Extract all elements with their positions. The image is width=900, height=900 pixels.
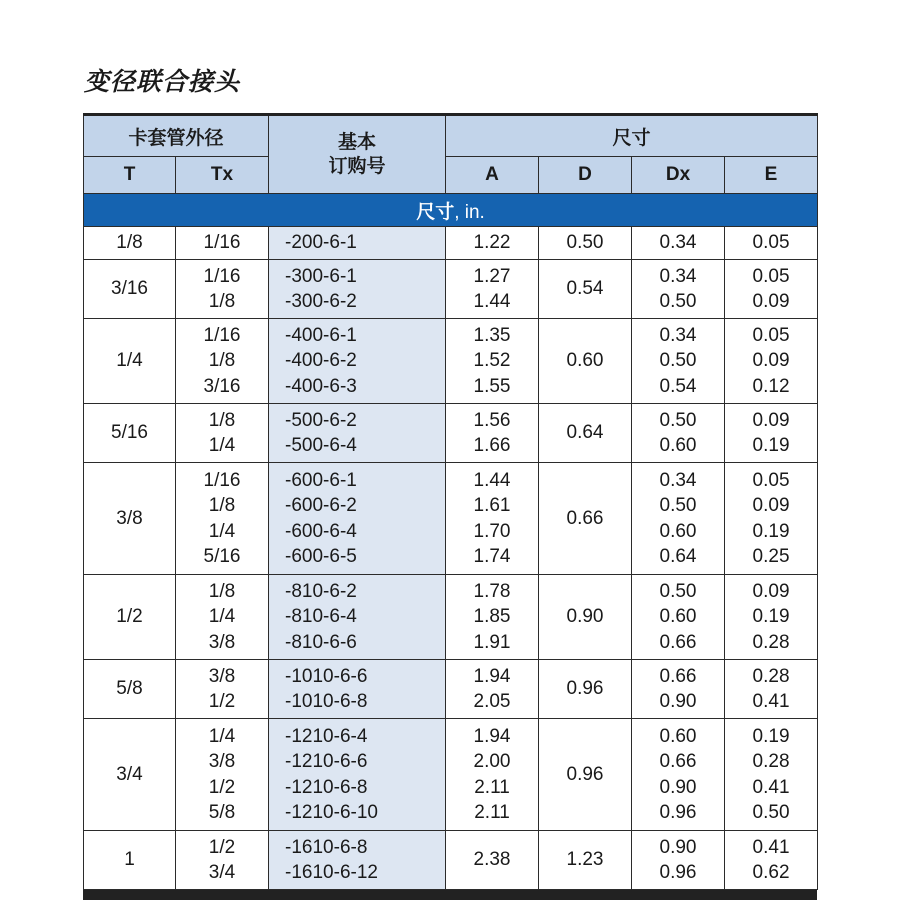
cell-T: 5/8 xyxy=(84,660,176,719)
cell-Tx-value: 1/4 xyxy=(208,435,236,456)
cell-Dx-value: 0.60 xyxy=(659,725,697,747)
cell-A-value: 2.11 xyxy=(474,776,510,798)
cell-A xyxy=(446,719,539,831)
cell-Dx-value: 0.34 xyxy=(659,265,697,287)
cell-E-value: 0.19 xyxy=(752,520,790,542)
cell-Tx-value: 1/4 xyxy=(208,606,236,628)
cell-Dx xyxy=(632,404,725,463)
header-order-line: 基本 xyxy=(338,131,377,153)
cell-A-value: 1.61 xyxy=(473,495,511,516)
cell-Dx-value: 0.50 xyxy=(659,291,697,312)
cell-order-number-value: -600-6-2 xyxy=(285,495,357,516)
cell-Dx-value: 0.50 xyxy=(659,350,697,372)
cell-A-value: 1.56 xyxy=(473,409,511,431)
cell-A xyxy=(446,660,539,719)
cell-A-value: 2.38 xyxy=(473,849,511,871)
cell-E-value: 0.09 xyxy=(752,350,790,372)
cell-E-value: 0.41 xyxy=(752,691,790,712)
cell-Dx-value: 0.66 xyxy=(659,631,697,653)
cell-Dx-value: 0.60 xyxy=(659,520,697,542)
cell-Tx-value: 3/8 xyxy=(208,631,236,653)
cell-order-number-value: -400-6-1 xyxy=(285,324,357,346)
cell-E-value: 0.50 xyxy=(752,802,790,823)
table-row xyxy=(84,319,818,404)
cell-E-value: 0.41 xyxy=(752,776,790,798)
cell-Tx xyxy=(176,719,269,831)
table-row xyxy=(84,575,818,660)
cell-D: 1.23 xyxy=(539,831,632,890)
cell-order-number-value: -400-6-3 xyxy=(285,375,357,397)
header-order-line: 订购号 xyxy=(328,155,386,177)
cell-order-number-value: -600-6-5 xyxy=(285,546,357,567)
cell-A-value: 1.94 xyxy=(473,665,511,687)
cell-A-value: 2.05 xyxy=(473,691,511,712)
cell-order-number xyxy=(269,319,446,404)
cell-order-number-value: -600-6-1 xyxy=(285,469,357,491)
header-col-Tx: Tx xyxy=(176,157,269,194)
cell-E-value: 0.19 xyxy=(752,435,790,456)
cell-order-number-value: -200-6-1 xyxy=(285,232,357,254)
cell-Dx-value: 0.66 xyxy=(659,665,697,687)
cell-E-value: 0.12 xyxy=(752,375,790,397)
cell-Dx-value: 0.64 xyxy=(659,546,697,567)
cell-order-number xyxy=(269,404,446,463)
cell-order-number-value: -1210-6-8 xyxy=(285,776,368,798)
cell-A xyxy=(446,404,539,463)
cell-A xyxy=(446,227,539,260)
cell-E-value: 0.41 xyxy=(752,836,790,858)
cell-Dx xyxy=(632,575,725,660)
cell-T: 1/8 xyxy=(84,227,176,260)
cell-A-value: 1.66 xyxy=(473,435,511,456)
header-order-number xyxy=(269,115,446,194)
cell-A-value: 1.74 xyxy=(473,546,511,567)
cell-Tx-value: 1/2 xyxy=(208,836,236,858)
cell-Tx xyxy=(176,575,269,660)
cell-E xyxy=(725,575,818,660)
cell-D: 0.96 xyxy=(539,660,632,719)
cell-Dx xyxy=(632,463,725,575)
cell-Tx-value: 1/8 xyxy=(208,495,236,516)
cell-Tx-value: 1/16 xyxy=(203,469,241,491)
cell-Dx-value: 0.60 xyxy=(659,606,697,628)
page-title: 变径联合接头 xyxy=(84,68,241,96)
header-col-Dx: Dx xyxy=(632,157,725,194)
cell-T: 5/16 xyxy=(84,404,176,463)
cell-Tx-value: 1/8 xyxy=(208,409,236,431)
cell-Tx xyxy=(176,831,269,890)
cell-order-number xyxy=(269,831,446,890)
cell-Tx-value: 3/8 xyxy=(208,751,236,772)
cell-Dx-value: 0.34 xyxy=(659,469,697,491)
cell-order-number-value: -810-6-2 xyxy=(285,580,357,602)
table-row xyxy=(84,404,818,463)
cell-A-value: 2.00 xyxy=(473,751,511,772)
cell-order-number xyxy=(269,719,446,831)
cell-Tx-value: 1/8 xyxy=(208,350,236,372)
cell-E-value: 0.28 xyxy=(752,665,790,687)
cell-A-value: 1.44 xyxy=(473,469,511,491)
cell-E-value: 0.09 xyxy=(752,409,790,431)
cell-Tx-value: 1/16 xyxy=(203,324,241,346)
table-row xyxy=(84,719,818,831)
cell-Tx-value: 5/8 xyxy=(208,802,236,823)
cell-E xyxy=(725,463,818,575)
cell-A xyxy=(446,831,539,890)
cell-D: 0.60 xyxy=(539,319,632,404)
cell-order-number xyxy=(269,260,446,319)
cell-A xyxy=(446,463,539,575)
cell-Tx xyxy=(176,227,269,260)
cell-E xyxy=(725,260,818,319)
header-col-D: D xyxy=(539,157,632,194)
cell-Dx xyxy=(632,660,725,719)
unit-row xyxy=(84,194,818,227)
cell-order-number-value: -1610-6-12 xyxy=(285,862,378,883)
cell-E-value: 0.05 xyxy=(752,232,790,254)
cell-Tx-value: 1/8 xyxy=(208,580,236,602)
cell-Tx-value: 1/4 xyxy=(208,520,236,542)
cell-E-value: 0.05 xyxy=(752,324,790,346)
cell-Tx-value: 3/8 xyxy=(208,665,236,687)
cell-E-value: 0.05 xyxy=(752,265,790,287)
cell-Dx-value: 0.96 xyxy=(659,862,697,883)
cell-E-value: 0.19 xyxy=(752,725,790,747)
cell-T: 3/16 xyxy=(84,260,176,319)
cell-order-number-value: -810-6-4 xyxy=(285,606,357,628)
cell-Dx xyxy=(632,319,725,404)
table-row xyxy=(84,260,818,319)
cell-D: 0.96 xyxy=(539,719,632,831)
cell-Tx xyxy=(176,660,269,719)
cell-Tx-value: 1/16 xyxy=(203,265,241,287)
cell-A xyxy=(446,260,539,319)
cell-T: 1/4 xyxy=(84,319,176,404)
cell-Tx-value: 3/16 xyxy=(203,375,241,397)
table-row xyxy=(84,831,818,890)
cell-order-number-value: -300-6-2 xyxy=(285,291,357,312)
cell-Tx-value: 1/16 xyxy=(203,232,241,254)
cell-Dx xyxy=(632,260,725,319)
cell-E-value: 0.25 xyxy=(752,546,790,567)
cell-Dx-value: 0.54 xyxy=(659,375,697,397)
cell-A-value: 1.52 xyxy=(473,350,511,372)
cell-D: 0.64 xyxy=(539,404,632,463)
cell-E-value: 0.09 xyxy=(752,580,790,602)
cell-Tx xyxy=(176,260,269,319)
cell-Dx xyxy=(632,831,725,890)
cell-Tx xyxy=(176,404,269,463)
cell-Dx-value: 0.90 xyxy=(659,836,697,858)
header-col-A: A xyxy=(446,157,539,194)
cell-A xyxy=(446,575,539,660)
cell-E-value: 0.19 xyxy=(752,606,790,628)
cell-D: 0.54 xyxy=(539,260,632,319)
cell-D: 0.66 xyxy=(539,463,632,575)
cell-order-number-value: -1210-6-10 xyxy=(285,802,378,823)
header-col-T: T xyxy=(84,157,176,194)
cell-E-value: 0.28 xyxy=(752,631,790,653)
cell-E xyxy=(725,404,818,463)
cell-E-value: 0.62 xyxy=(752,862,790,883)
cell-Tx-value: 3/4 xyxy=(208,862,236,883)
cell-E xyxy=(725,660,818,719)
cell-E-value: 0.05 xyxy=(752,469,790,491)
cell-E xyxy=(725,831,818,890)
cell-A-value: 1.70 xyxy=(473,520,511,542)
header-col-E: E xyxy=(725,157,818,194)
unit-label-in: , in. xyxy=(454,201,485,223)
cell-E xyxy=(725,319,818,404)
cell-Dx-value: 0.90 xyxy=(659,691,697,712)
cell-Tx-value: 1/2 xyxy=(208,776,236,798)
cell-A-value: 1.44 xyxy=(473,291,511,312)
cell-order-number xyxy=(269,660,446,719)
cell-order-number-value: -500-6-4 xyxy=(285,435,357,456)
cell-Dx-value: 0.34 xyxy=(659,324,697,346)
cell-order-number xyxy=(269,575,446,660)
cell-Dx-value: 0.96 xyxy=(659,802,697,823)
cell-Tx xyxy=(176,319,269,404)
cell-D: 0.50 xyxy=(539,227,632,260)
table-row xyxy=(84,227,818,260)
cell-order-number-value: -600-6-4 xyxy=(285,520,357,542)
cell-A-value: 1.91 xyxy=(473,631,511,653)
cell-order-number-value: -500-6-2 xyxy=(285,409,357,431)
cell-Tx-value: 1/4 xyxy=(208,725,236,747)
cell-Tx-value: 1/8 xyxy=(208,291,236,312)
cell-Dx xyxy=(632,719,725,831)
cell-order-number-value: -1210-6-4 xyxy=(285,725,368,747)
cell-A-value: 2.11 xyxy=(474,802,510,823)
cell-Dx-value: 0.50 xyxy=(659,409,697,431)
table-bottom-rule xyxy=(83,890,817,900)
unit-label-cn: 尺寸 xyxy=(416,201,455,223)
header-dimensions: 尺寸 xyxy=(446,115,818,157)
cell-order-number-value: -400-6-2 xyxy=(285,350,357,372)
cell-A-value: 1.27 xyxy=(473,265,511,287)
cell-E-value: 0.09 xyxy=(752,495,790,516)
cell-E-value: 0.09 xyxy=(752,291,790,312)
cell-A-value: 1.94 xyxy=(473,725,511,747)
cell-order-number xyxy=(269,463,446,575)
cell-Dx xyxy=(632,227,725,260)
cell-A-value: 1.55 xyxy=(473,375,511,397)
cell-A-value: 1.78 xyxy=(473,580,511,602)
cell-E xyxy=(725,719,818,831)
cell-A-value: 1.85 xyxy=(473,606,511,628)
cell-A-value: 1.35 xyxy=(473,324,511,346)
cell-Tx-value: 1/2 xyxy=(208,691,236,712)
cell-E-value: 0.28 xyxy=(752,751,790,772)
cell-E xyxy=(725,227,818,260)
cell-A xyxy=(446,319,539,404)
cell-Dx-value: 0.50 xyxy=(659,495,697,516)
cell-Dx-value: 0.90 xyxy=(659,776,697,798)
cell-Dx-value: 0.34 xyxy=(659,232,697,254)
cell-order-number-value: -810-6-6 xyxy=(285,631,357,653)
cell-D: 0.90 xyxy=(539,575,632,660)
cell-Dx-value: 0.66 xyxy=(659,751,697,772)
unit-label xyxy=(84,194,818,227)
cell-T: 3/4 xyxy=(84,719,176,831)
cell-order-number-value: -1610-6-8 xyxy=(285,836,368,858)
table-row xyxy=(84,660,818,719)
cell-order-number-value: -1010-6-8 xyxy=(285,691,368,712)
reducing-union-spec-table xyxy=(83,113,818,890)
header-tube-od: 卡套管外径 xyxy=(84,115,269,157)
cell-Tx-value: 5/16 xyxy=(203,546,241,567)
cell-T: 1/2 xyxy=(84,575,176,660)
cell-order-number xyxy=(269,227,446,260)
cell-Dx-value: 0.50 xyxy=(659,580,697,602)
cell-T: 1 xyxy=(84,831,176,890)
cell-A-value: 1.22 xyxy=(473,232,511,254)
cell-Dx-value: 0.60 xyxy=(659,435,697,456)
table-row xyxy=(84,463,818,575)
cell-order-number-value: -1210-6-6 xyxy=(285,751,368,772)
cell-order-number-value: -1010-6-6 xyxy=(285,665,368,687)
cell-Tx xyxy=(176,463,269,575)
cell-order-number-value: -300-6-1 xyxy=(285,265,357,287)
cell-T: 3/8 xyxy=(84,463,176,575)
